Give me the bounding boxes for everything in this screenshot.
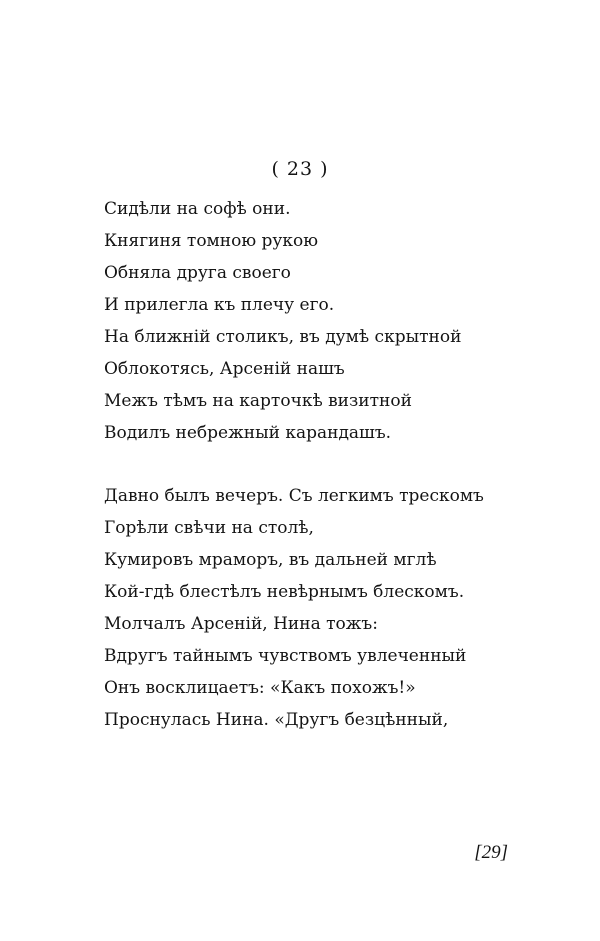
verse-line: Сидѣли на софѣ они. (104, 199, 291, 219)
verse-line: На ближній столикъ, въ думѣ скрытной (104, 327, 462, 347)
verse-line: Давно былъ вечеръ. Съ легкимъ трескомъ (104, 486, 484, 506)
stanza-2 (104, 480, 574, 736)
verse-line: Горѣли свѣчи на столѣ, (104, 518, 314, 538)
verse-line: Межъ тѣмъ на карточкѣ визитной (104, 391, 412, 411)
verse-line: Кумировъ мраморъ, въ дальней мглѣ (104, 550, 437, 570)
verse-line: И прилегла къ плечу его. (104, 295, 335, 315)
verse-line: Кой-гдѣ блестѣлъ невѣрнымъ блескомъ. (104, 582, 465, 602)
verse-line: Облокотясь, Арсеній нашъ (104, 359, 345, 379)
verse-line: Молчалъ Арсеній, Нина тожъ: (104, 614, 378, 634)
stanza-1 (104, 193, 574, 449)
verse-line: Онъ восклицаетъ: «Какъ похожъ!» (104, 678, 416, 698)
verse-line: Обняла друга своего (104, 263, 291, 283)
verse-line: Водилъ небрежный карандашъ. (104, 423, 392, 443)
folio-number: [29] (474, 842, 508, 863)
verse-line: Вдругъ тайнымъ чувствомъ увлеченный (104, 646, 467, 666)
verse-line: Проснулась Нина. «Другъ безцѣнный, (104, 710, 449, 730)
page-number: ( 23 ) (271, 158, 329, 180)
verse-line: Княгиня томною рукою (104, 231, 319, 251)
